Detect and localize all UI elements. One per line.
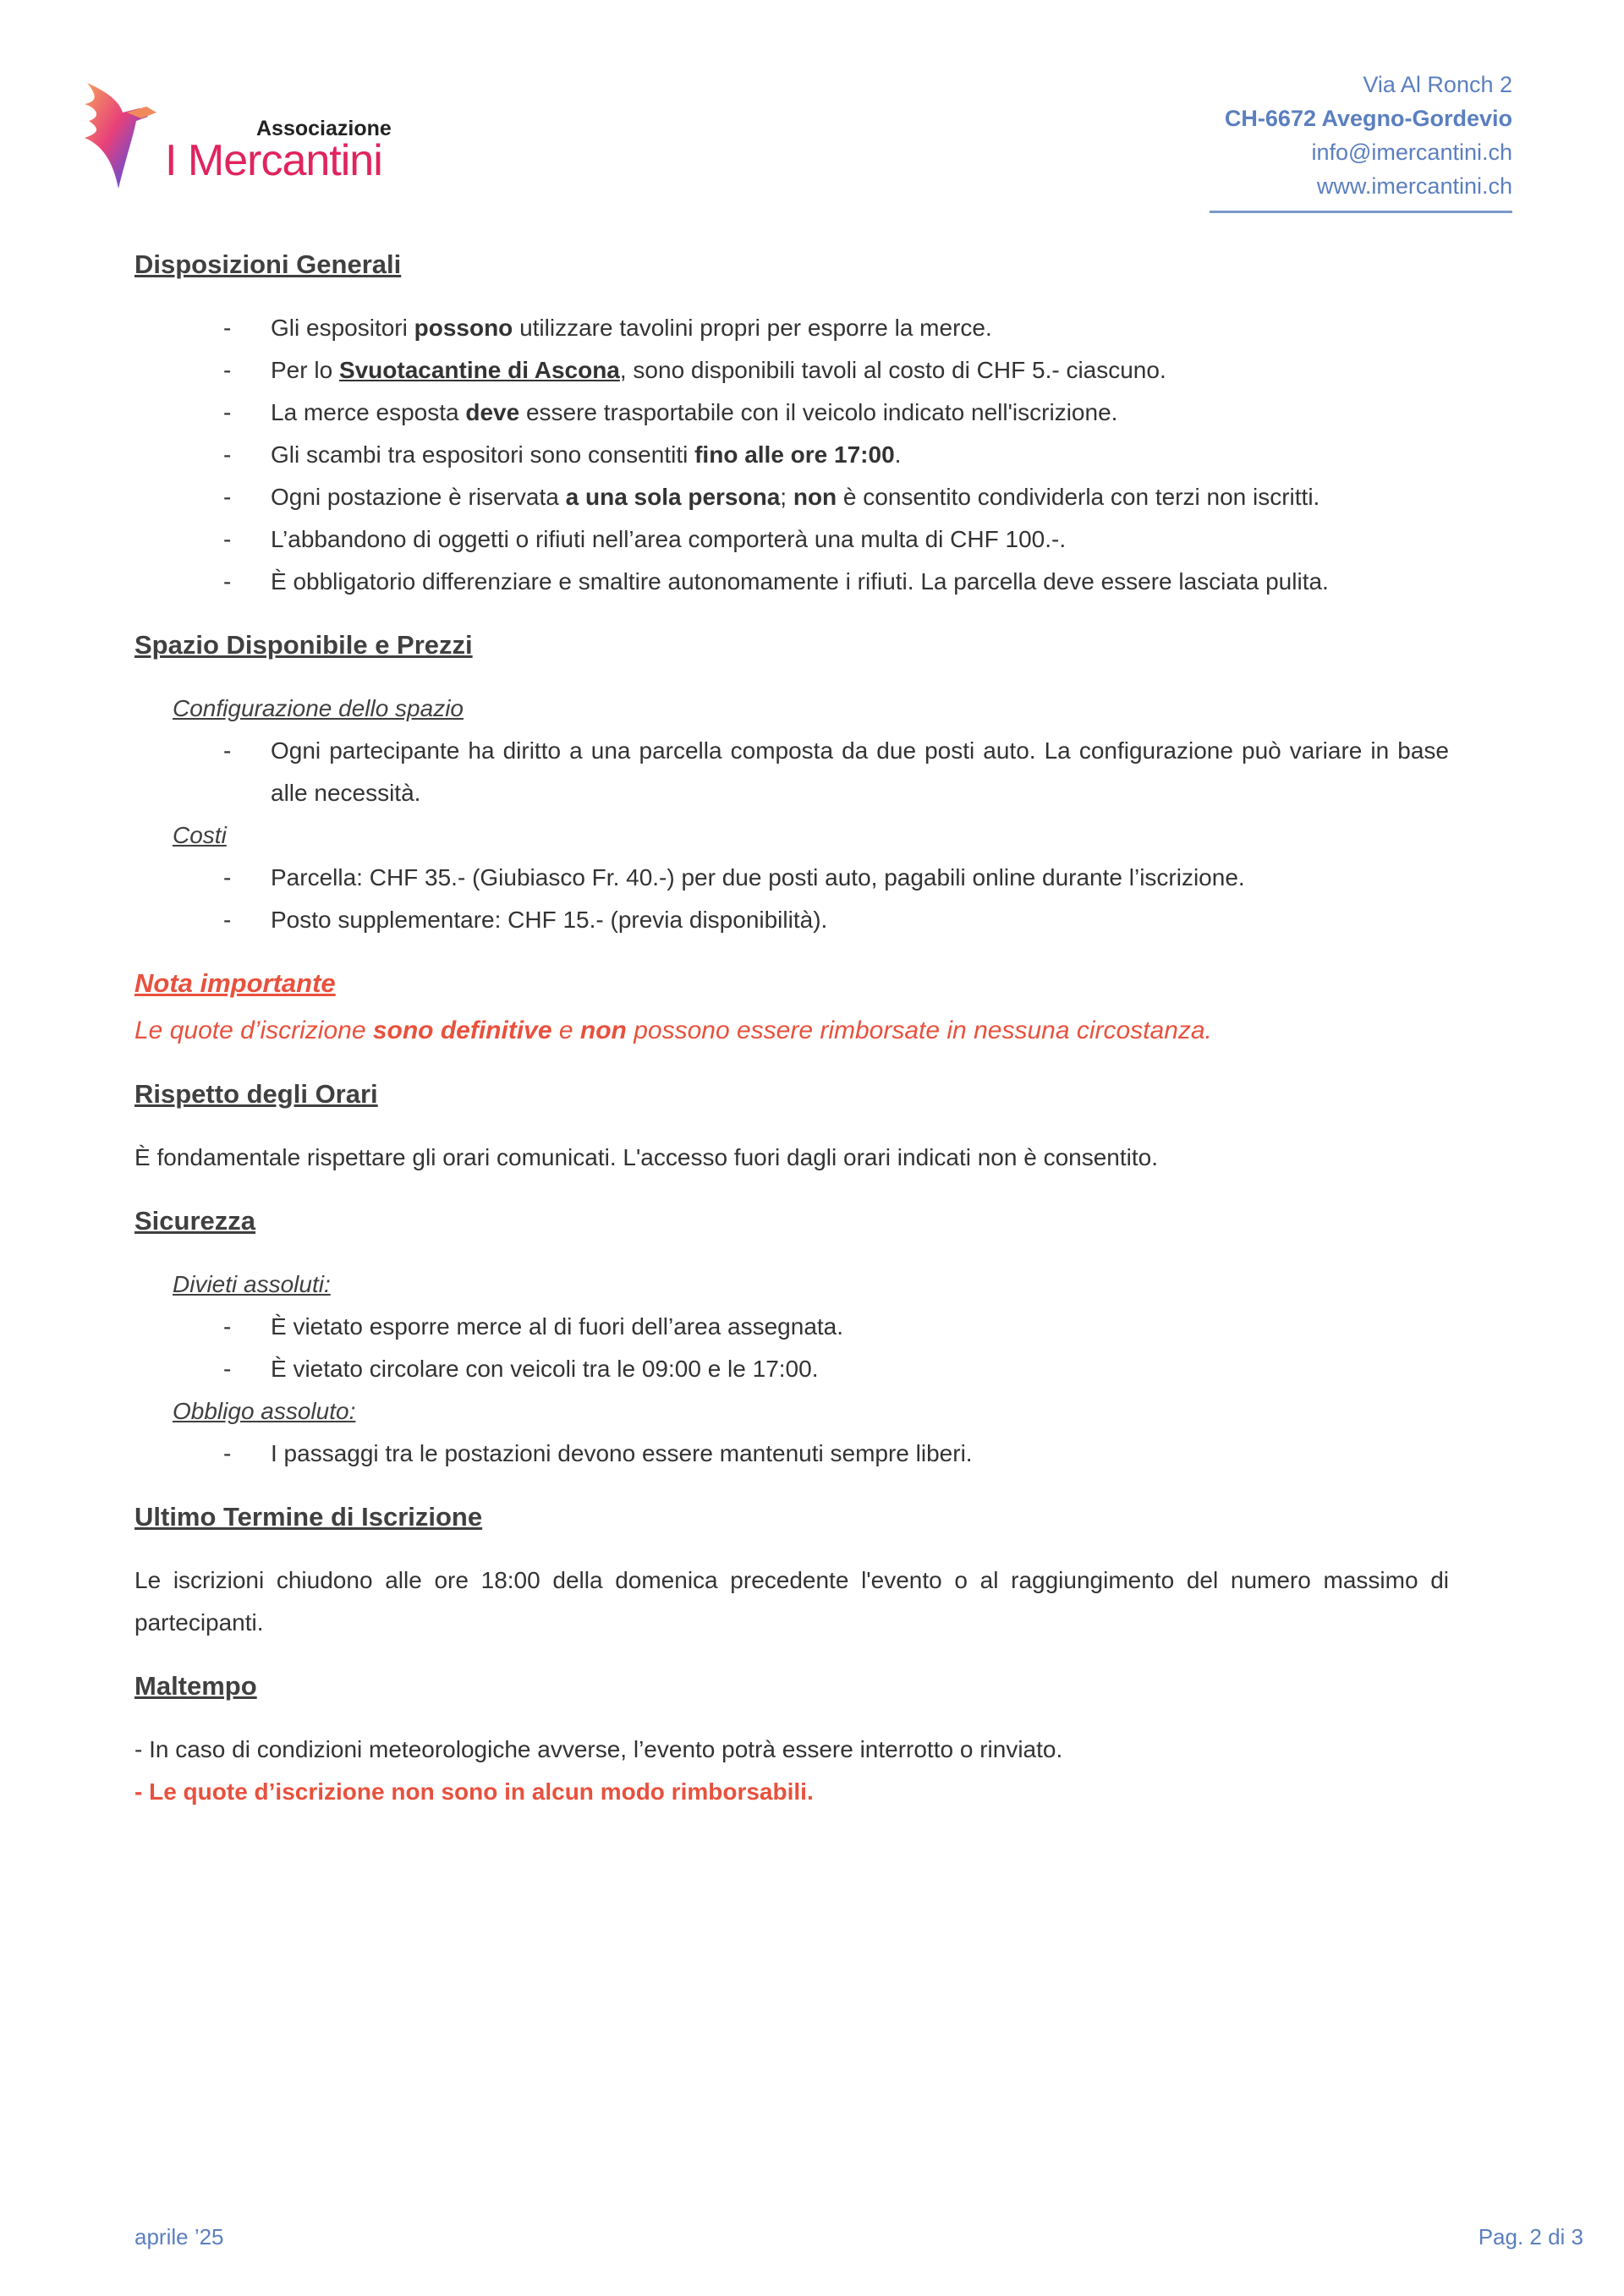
bullet-dash: - (223, 864, 232, 890)
street-address: Via Al Ronch 2 (1363, 72, 1512, 97)
text-segment: Ultimo Termine di Iscrizione (134, 1502, 483, 1532)
document-body (134, 244, 1449, 1813)
text-segment: Sicurezza (134, 1206, 256, 1236)
emphasis-text: fino alle ore 17:00 (694, 441, 895, 468)
email-link[interactable]: info@imercantini.ch (1311, 140, 1512, 165)
text-segment: Gli scambi tra espositori sono consentiti (271, 441, 695, 468)
text-segment: Le iscrizioni chiudono alle ore 18:00 della domenica precedente l'evento o al raggiungimento del numero massimo di partecipanti. (134, 1567, 1449, 1636)
text-segment: possono essere rimborsate in nessuna circostanza. (626, 1016, 1212, 1044)
footer-date: aprile ’25 (134, 2224, 224, 2249)
text-segment: , sono disponibili tavoli al costo di CHF 5.- ciascuno. (619, 357, 1166, 383)
bullet-item (134, 349, 1449, 392)
text-segment: I passaggi tra le postazioni devono essere mantenuti sempre liberi. (271, 1440, 973, 1466)
text-segment: È vietato circolare con veicoli tra le 09:00 e le 17:00. (271, 1356, 819, 1382)
text-segment: Per lo (271, 357, 339, 383)
text-segment: e (551, 1016, 580, 1044)
paragraph (134, 1771, 1449, 1813)
bullet-item (134, 392, 1449, 434)
text-segment: Maltempo (134, 1671, 257, 1701)
emphasis-text: a una sola persona (565, 484, 781, 510)
text-segment: Ogni postazione è riservata (271, 484, 566, 510)
bullet-item (134, 899, 1449, 941)
bullet-item (134, 561, 1449, 603)
text-segment: - In caso di condizioni meteorologiche avverse, l’evento potrà essere interrotto o rinviato. (134, 1736, 1063, 1762)
bullet-item (134, 434, 1449, 476)
header-divider (1210, 211, 1512, 213)
text-segment: È fondamentale rispettare gli orari comunicati. L'accesso fuori dagli orari indicati non è consentito. (134, 1144, 1158, 1170)
text-segment: ; (780, 484, 793, 510)
text-segment: è consentito condividerla con terzi non iscritti. (837, 484, 1320, 510)
text-segment: Posto supplementare: CHF 15.- (previa disponibilità). (271, 907, 828, 933)
bullet-item (134, 476, 1449, 518)
text-segment: Rispetto degli Orari (134, 1079, 378, 1109)
section-heading (134, 244, 1449, 286)
text-segment: utilizzare tavolini propri per esporre la merce. (513, 315, 992, 341)
text-segment: Spazio Disponibile e Prezzi (134, 630, 473, 660)
text-segment: Ogni partecipante ha diritto a una parcella composta da due posti auto. La configurazione può variare in base alle necessità. (271, 737, 1449, 806)
bullet-dash: - (223, 526, 232, 552)
emphasis-text: non (793, 484, 837, 510)
emphasis-text: - Le quote d’iscrizione non sono in alcun modo rimborsabili. (134, 1778, 814, 1805)
bullet-item (134, 730, 1449, 814)
website-link[interactable]: www.imercantini.ch (1316, 173, 1512, 199)
important-note-heading (134, 962, 1449, 1005)
text-segment: Parcella: CHF 35.- (Giubiasco Fr. 40.-) per due posti auto, pagabili online durante l’iscrizione. (271, 864, 1245, 890)
emphasis-text: deve (465, 399, 520, 425)
text-segment: La merce esposta (271, 399, 466, 425)
bullet-item (134, 307, 1449, 349)
bullet-dash: - (223, 315, 232, 341)
bullet-item (134, 1433, 1449, 1475)
bullet-dash: - (223, 441, 232, 468)
bullet-item (134, 518, 1449, 561)
footer-page-number: Pag. 2 di 3 (1478, 2224, 1583, 2249)
paragraph (134, 1559, 1449, 1644)
text-segment: È vietato esporre merce al di fuori dell’area assegnata. (271, 1313, 844, 1340)
bullet-dash: - (223, 1356, 232, 1382)
association-logo (80, 74, 419, 193)
text-segment: . (894, 441, 902, 468)
emphasis-text: possono (414, 315, 513, 341)
postal-city: CH-6672 Avegno-Gordevio (1224, 106, 1512, 131)
bullet-dash: - (223, 484, 232, 510)
event-name-emphasis: Svuotacantine di Ascona (338, 357, 620, 383)
subsection-heading (173, 1390, 1449, 1433)
bullet-item (134, 1306, 1449, 1348)
bullet-dash: - (223, 1440, 232, 1466)
section-heading (134, 624, 1449, 666)
subsection-heading (173, 1263, 1449, 1306)
text-segment: Gli espositori (271, 315, 414, 341)
section-heading (134, 1665, 1449, 1707)
text-segment: Disposizioni Generali (134, 249, 402, 279)
bullet-dash: - (223, 568, 232, 595)
paragraph (134, 1137, 1449, 1179)
section-heading (134, 1073, 1449, 1115)
logo-brand-name: I Mercantini (165, 136, 382, 185)
bullet-dash: - (223, 737, 232, 764)
emphasis-text: sono definitive (372, 1016, 552, 1044)
emphasis-text: non (579, 1016, 627, 1044)
text-segment: Divieti assoluti: (173, 1271, 331, 1297)
important-note-text (134, 1010, 1449, 1052)
subsection-heading (173, 688, 1449, 730)
text-segment: Le quote d’iscrizione (134, 1016, 373, 1044)
bullet-dash: - (223, 1313, 232, 1340)
bullet-dash: - (223, 399, 232, 425)
section-heading (134, 1200, 1449, 1242)
section-heading (134, 1496, 1449, 1538)
bullet-item (134, 1348, 1449, 1390)
logo-association-text: Associazione (256, 117, 392, 140)
bullet-dash: - (223, 907, 232, 933)
bullet-dash: - (223, 357, 232, 383)
text-segment: Obbligo assoluto: (173, 1398, 356, 1424)
paragraph (134, 1729, 1449, 1771)
text-segment: Costi (173, 822, 227, 848)
bird-logo-icon (80, 74, 165, 193)
text-segment: Nota importante (134, 968, 336, 998)
subsection-heading (173, 814, 1449, 857)
text-segment: L’abbandono di oggetti o rifiuti nell’area comporterà una multa di CHF 100.-. (271, 526, 1067, 552)
text-segment: essere trasportabile con il veicolo indicato nell'iscrizione. (519, 399, 1118, 425)
bullet-item (134, 857, 1449, 899)
text-segment: È obbligatorio differenziare e smaltire autonomamente i rifiuti. La parcella deve essere lasciata pulita. (271, 568, 1329, 595)
address-block (1225, 68, 1512, 203)
text-segment: Configurazione dello spazio (173, 695, 464, 721)
